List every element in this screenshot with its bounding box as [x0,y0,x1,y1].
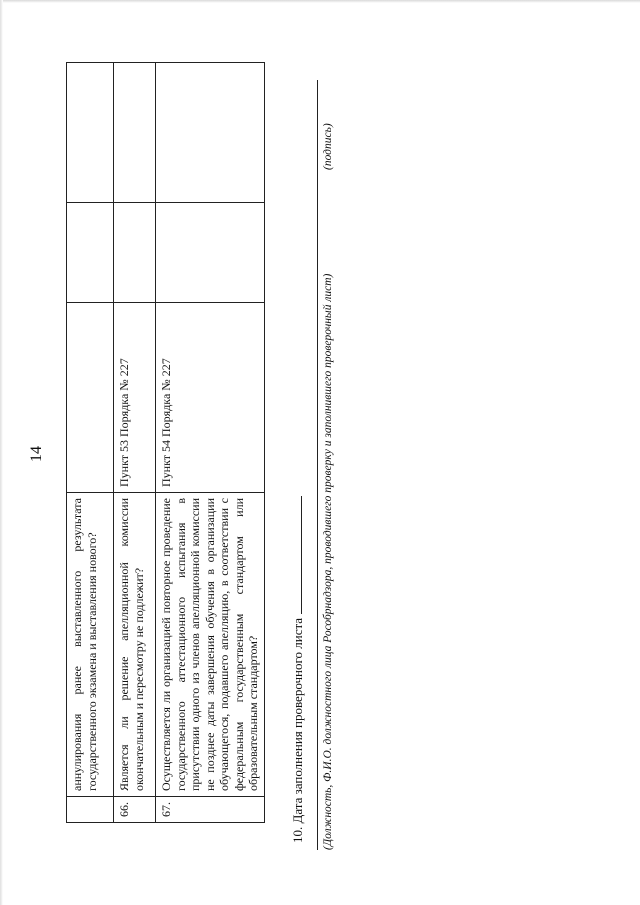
empty-cell [67,63,114,203]
row-number: 66. [114,797,156,823]
signature-label: (подпись) [322,123,334,170]
reference-cell: Пункт 54 Порядка № 227 [156,303,265,493]
document-page [0,65,580,905]
empty-cell [67,203,114,303]
empty-cell [156,203,265,303]
fill-date-field [290,496,306,843]
signature-caption: (Должность, Ф.И.О. должностного лица Рособрнадзора, проводившего проверку и заполнившего проверочный лист) [322,273,334,850]
scan-edge [0,0,640,3]
fill-date-label: 10. Дата заполнения проверочного листа [290,617,305,843]
question-text: Является ли решение апелляционной комиссии окончательным и пересмотру не подлежит? [114,493,156,797]
date-blank-line [291,496,302,614]
signature-line [317,80,318,850]
empty-cell [156,63,265,203]
page-number: 14 [28,446,45,462]
table-row [114,63,156,823]
table-row [67,63,114,823]
checklist-table [66,62,265,823]
question-text: Осуществляется ли организацией повторное проведение государственного аттестационного испытания в присутствии одного из членов апелляционной комиссии не позднее даты завершения обучения в организации обучающегося, подавшего апелляцию, в соответствии с федеральным государственным стандартом или образовательным стандартом? [156,493,265,797]
empty-cell [114,63,156,203]
row-number [67,797,114,823]
row-number: 67. [156,797,265,823]
question-text: аннулирования ранее выставленного результата государственного экзамена и выставления нового? [67,493,114,797]
empty-cell [114,203,156,303]
table-row [156,63,265,823]
reference-cell [67,303,114,493]
reference-cell: Пункт 53 Порядка № 227 [114,303,156,493]
